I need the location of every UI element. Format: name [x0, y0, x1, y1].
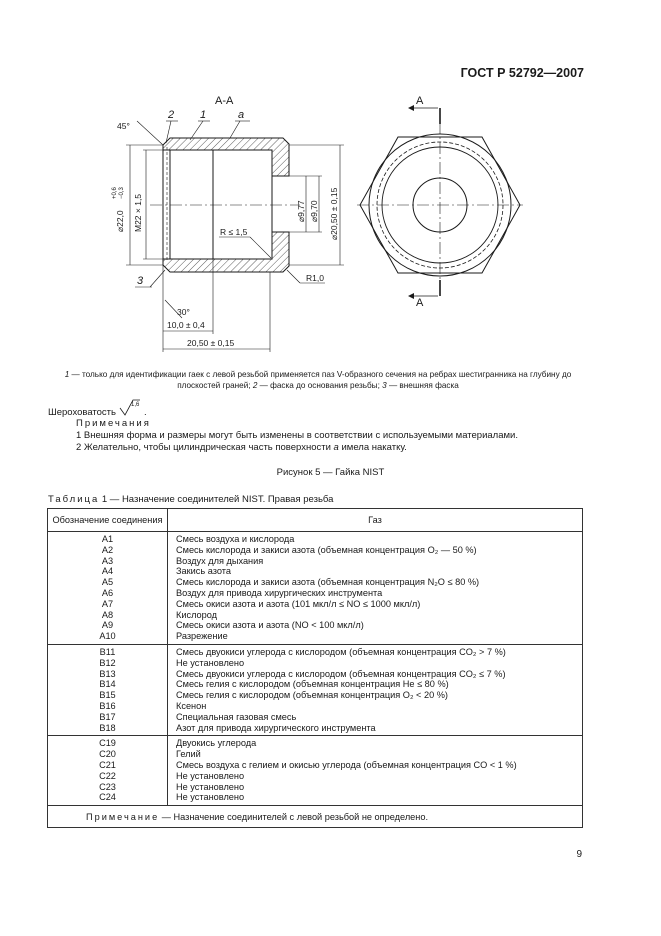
dim-len-2050: 20,50 ± 0,15: [187, 338, 235, 348]
callout-2: 2: [168, 109, 175, 121]
roughness-symbol-icon: [119, 398, 141, 418]
connection-code: C19: [99, 738, 116, 749]
gas-name: Смесь кислорода и закиси азота (объемная концентрация N₂O ≤ 80 %): [176, 577, 480, 588]
figure-caption: Рисунок 5 — Гайка NIST: [276, 467, 385, 478]
table-note-row: [48, 806, 583, 828]
legend-text-3: — внешняя фаска: [386, 381, 459, 390]
connection-code: B17: [99, 711, 116, 722]
gas-name: Смесь кислорода и закиси азота (объемная концентрация O₂ — 50 %): [176, 544, 477, 555]
callout-a: a: [238, 109, 245, 121]
gas-name: Двуокись углерода: [176, 738, 257, 749]
roughness-value: 1,6: [130, 402, 140, 408]
connection-code: B13: [99, 668, 116, 679]
gas-name: Разрежение: [176, 631, 228, 642]
nut-drawing: [0, 0, 661, 360]
connection-code: B12: [99, 657, 116, 668]
note-1: 1 Внешняя форма и размеры могут быть изменены в соответствии с используемыми материалами.: [76, 430, 518, 441]
connection-code: B14: [99, 679, 116, 690]
figure-legend: [48, 369, 588, 391]
gas-name: Не установлено: [176, 770, 245, 781]
callout-1: 1: [200, 109, 207, 121]
gas-cell: [168, 736, 583, 806]
connection-code: A3: [101, 555, 114, 566]
connection-code: A1: [101, 534, 114, 544]
gas-name: Смесь гелия с кислородом (объемная концентрация He ≤ 80 %): [176, 679, 449, 690]
connection-code: C21: [99, 759, 116, 770]
connection-code: C24: [99, 792, 116, 803]
code-cell: [48, 736, 168, 806]
gas-name: Кислород: [176, 609, 218, 620]
gas-name: Не установлено: [176, 657, 245, 668]
dim-radius-inner: R ≤ 1,5: [220, 227, 248, 237]
legend-number-3: 3: [382, 381, 387, 390]
dim-outer-diameter: ⌀22,0: [115, 210, 125, 232]
dim-outer-tol-up: +0,6: [112, 187, 118, 199]
dim-dia-970: ⌀9,70: [309, 200, 319, 222]
gas-name: Смесь окиси азота и азота (NO < 100 мкл/л): [176, 620, 364, 631]
gas-name: Смесь окиси азота и азота (101 мкл/л ≤ NO ≤ 1000 мкл/л): [176, 598, 421, 609]
section-marker-top: А: [416, 95, 424, 107]
notes-heading: Примечания: [76, 418, 151, 429]
header-code: Обозначение соединения: [48, 509, 168, 532]
dim-thread: M22 × 1,5: [133, 193, 143, 232]
connection-code: A4: [101, 566, 114, 577]
gas-name: Азот для привода хирургического инструмента: [176, 722, 376, 733]
gas-name: Не установлено: [176, 792, 245, 803]
connection-code: B15: [99, 690, 116, 701]
connection-code: A6: [101, 587, 114, 598]
connection-code: B11: [99, 646, 116, 657]
code-cell: [48, 532, 168, 645]
gas-name: Не установлено: [176, 781, 245, 792]
connection-code: A7: [101, 598, 114, 609]
dim-outer-tol-down: −0,3: [119, 187, 125, 199]
dim-chamfer-top: 45°: [117, 121, 130, 131]
connection-code: B16: [99, 700, 116, 711]
section-marker-bottom: А: [416, 297, 424, 309]
gas-name: Смесь гелия с кислородом (объемная концентрация O₂ < 20 %): [176, 690, 448, 701]
gas-cell: [168, 644, 583, 735]
gas-name: Воздух для привода хирургических инструмента: [176, 587, 383, 598]
gas-name: Смесь воздуха с гелием и окисью углерода (объемная концентрация CO < 1 %): [176, 759, 517, 770]
legend-number-1: 1: [64, 370, 70, 379]
notes: [76, 418, 518, 454]
gas-cell: [168, 532, 583, 645]
roughness: Шероховатость 1,6 .: [48, 398, 147, 418]
code-cell: [48, 644, 168, 735]
legend-text-1: — только для идентификации гаек с левой резьбой применяется паз V-образного сечения на ребрах шестигранника на глубину до плоскостей граней;: [69, 370, 572, 390]
page-number: 9: [576, 849, 582, 860]
dim-len-10: 10,0 ± 0,4: [167, 320, 205, 330]
section-label: А-А: [215, 95, 234, 107]
connection-code: C22: [99, 770, 116, 781]
table-row: [48, 532, 583, 645]
table-note: Примечание — Назначение соединителей с левой резьбой не определено.: [48, 806, 583, 828]
gas-name: Гелий: [176, 749, 201, 760]
gas-name: Смесь двуокиси углерода с кислородом (объемная концентрация CO₂ > 7 %): [176, 646, 506, 657]
gas-name: Ксенон: [176, 700, 207, 711]
dim-radius-outer: R1,0: [306, 273, 324, 283]
dim-dia-977: ⌀9,77: [296, 200, 306, 222]
connection-code: A5: [101, 577, 114, 588]
dim-chamfer-bottom: 30°: [177, 307, 190, 317]
table-row: [48, 644, 583, 735]
header-gas: Газ: [168, 509, 583, 532]
table-header-row: [48, 509, 583, 532]
legend-text-2: — фаска до основания резьбы;: [257, 381, 383, 390]
table-row: [48, 736, 583, 806]
connection-code: A9: [101, 620, 114, 631]
gas-name: Воздух для дыхания: [176, 555, 264, 566]
connection-code: C23: [99, 781, 116, 792]
roughness-label: Шероховатость: [48, 407, 116, 418]
note-2: 2 Желательно, чтобы цилиндрическая часть поверхности а имела накатку.: [76, 442, 407, 453]
connectors-table: [47, 508, 583, 828]
gas-name: Смесь двуокиси углерода с кислородом (объемная концентрация CO₂ ≤ 7 %): [176, 668, 506, 679]
dim-dia-2050: ⌀20,50 ± 0,15: [329, 187, 339, 240]
gas-name: Специальная газовая смесь: [176, 711, 297, 722]
gas-name: Закись азота: [176, 566, 231, 577]
connection-code: A10: [99, 631, 116, 642]
table-caption: Таблица 1 — Назначение соединителей NIST. Правая резьба: [48, 494, 334, 505]
connection-code: A2: [101, 544, 114, 555]
connection-code: B18: [99, 722, 116, 733]
standard-number: ГОСТ Р 52792—2007: [460, 66, 584, 80]
gas-name: Смесь воздуха и кислорода: [176, 534, 295, 544]
legend-number-2: 2: [252, 381, 258, 390]
connection-code: A8: [101, 609, 114, 620]
connection-code: C20: [99, 749, 116, 760]
callout-3: 3: [137, 275, 144, 287]
